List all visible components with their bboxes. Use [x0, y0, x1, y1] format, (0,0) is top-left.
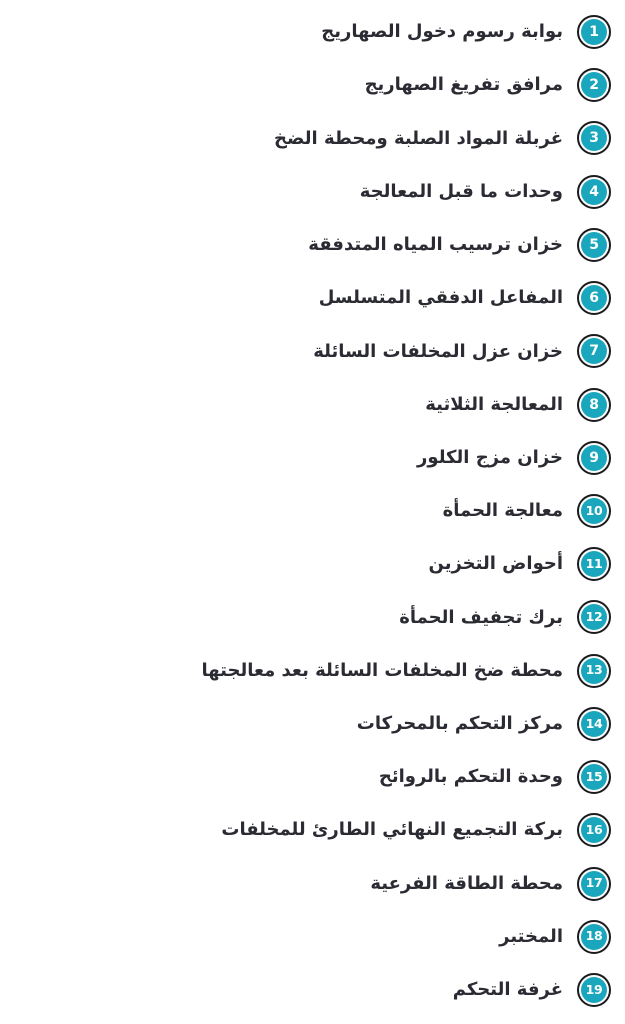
- legend-badge-number: 12: [585, 609, 603, 625]
- list-item: [0, 698, 615, 750]
- legend-badge: [577, 547, 611, 581]
- legend-badge: [577, 920, 611, 954]
- legend-item-label: غربلة المواد الصلبة ومحطة الضخ: [274, 127, 563, 149]
- legend-badge-number: 10: [585, 502, 603, 518]
- legend-badge-number: 16: [585, 822, 603, 838]
- list-item: [0, 272, 615, 324]
- legend-item-label: بركة التجميع النهائي الطارئ للمخلفات: [221, 819, 563, 841]
- legend-badge: [577, 760, 611, 794]
- legend-badge: [577, 494, 611, 528]
- list-item: [0, 59, 615, 111]
- list-item: [0, 325, 615, 377]
- list-item: [0, 804, 615, 856]
- legend-badge: [577, 707, 611, 741]
- legend-badge-number: 6: [589, 290, 599, 307]
- list-item: [0, 591, 615, 643]
- legend-badge-circle-icon: [581, 338, 607, 364]
- legend-item-label: وحدات ما قبل المعالجة: [359, 180, 563, 202]
- legend-badge-circle-icon: [581, 604, 607, 630]
- legend-badge-circle-icon: [581, 19, 607, 45]
- list-item: [0, 858, 615, 910]
- legend-badge: [577, 388, 611, 422]
- list-item: [0, 379, 615, 431]
- legend-item-label: مرافق تفريغ الصهاريج: [364, 74, 563, 96]
- legend-badge-circle-icon: [581, 232, 607, 258]
- legend-badge-number: 19: [585, 981, 603, 997]
- legend-badge: [577, 228, 611, 262]
- legend-badge-circle-icon: [581, 285, 607, 311]
- legend-badge-number: 13: [585, 662, 603, 678]
- legend-badge-number: 8: [589, 396, 599, 413]
- legend-badge-number: 7: [589, 343, 599, 360]
- list-item: [0, 219, 615, 271]
- list-item: [0, 751, 615, 803]
- legend-badge-number: 5: [589, 236, 599, 253]
- legend-item-label: محطة الطاقة الفرعية: [370, 872, 563, 894]
- legend-badge: [577, 654, 611, 688]
- legend-badge-circle-icon: [581, 817, 607, 843]
- list-item: [0, 645, 615, 697]
- legend-badge: [577, 68, 611, 102]
- legend-badge-circle-icon: [581, 498, 607, 524]
- legend-item-label: مركز التحكم بالمحركات: [356, 713, 563, 735]
- legend-item-label: برك تجفيف الحمأة: [399, 606, 563, 628]
- legend-badge-circle-icon: [581, 871, 607, 897]
- legend-item-label: خزان مزج الكلور: [417, 446, 563, 468]
- legend-badge: [577, 175, 611, 209]
- legend-badge-circle-icon: [581, 551, 607, 577]
- list-item: [0, 112, 615, 164]
- legend-badge: [577, 121, 611, 155]
- legend-badge-circle-icon: [581, 445, 607, 471]
- legend-badge-circle-icon: [581, 658, 607, 684]
- legend-badge-circle-icon: [581, 392, 607, 418]
- legend-badge: [577, 600, 611, 634]
- legend-badge-circle-icon: [581, 924, 607, 950]
- legend-badge: [577, 867, 611, 901]
- list-item: [0, 911, 615, 963]
- legend-badge-number: 15: [585, 768, 603, 784]
- legend-item-label: المعالجة الثلاثية: [425, 393, 563, 415]
- list-item: [0, 964, 615, 1016]
- legend-badge-number: 4: [589, 183, 599, 200]
- legend-badge: [577, 15, 611, 49]
- list-item: [0, 6, 615, 58]
- legend-badge-number: 17: [585, 875, 603, 891]
- legend-badge-number: 14: [585, 715, 603, 731]
- legend-badge-number: 2: [589, 77, 599, 94]
- legend-badge-number: 9: [589, 449, 599, 466]
- legend-item-label: المفاعل الدفقي المتسلسل: [318, 287, 563, 309]
- legend-item-label: بوابة رسوم دخول الصهاريج: [321, 21, 563, 43]
- legend-item-label: خزان عزل المخلفات السائلة: [313, 340, 563, 362]
- list-item: [0, 538, 615, 590]
- legend-badge-circle-icon: [581, 125, 607, 151]
- legend-item-label: معالجة الحمأة: [442, 500, 563, 522]
- legend-badge-circle-icon: [581, 977, 607, 1003]
- legend-badge-number: 1: [589, 24, 599, 40]
- legend-badge-number: 18: [585, 928, 603, 944]
- legend-badge: [577, 334, 611, 368]
- legend-badge-circle-icon: [581, 711, 607, 737]
- legend-badge: [577, 813, 611, 847]
- legend-item-label: أحواض التخزين: [428, 553, 563, 575]
- legend-badge-circle-icon: [581, 764, 607, 790]
- legend-badge: [577, 973, 611, 1007]
- legend-badge-circle-icon: [581, 179, 607, 205]
- legend-item-label: وحدة التحكم بالروائح: [378, 766, 563, 788]
- list-item: [0, 166, 615, 218]
- list-item: [0, 485, 615, 537]
- legend-item-label: غرفة التحكم: [452, 979, 563, 1001]
- legend-item-label: خزان ترسيب المياه المتدفقة: [308, 234, 563, 256]
- legend-badge-circle-icon: [581, 72, 607, 98]
- list-item: [0, 432, 615, 484]
- legend-item-label: محطة ضخ المخلفات السائلة بعد معالجتها: [201, 659, 563, 681]
- legend-badge: [577, 281, 611, 315]
- legend-badge-number: 11: [585, 555, 603, 571]
- legend-item-label: المختبر: [499, 925, 563, 947]
- legend-badge: [577, 441, 611, 475]
- legend-badge-number: 3: [589, 130, 599, 147]
